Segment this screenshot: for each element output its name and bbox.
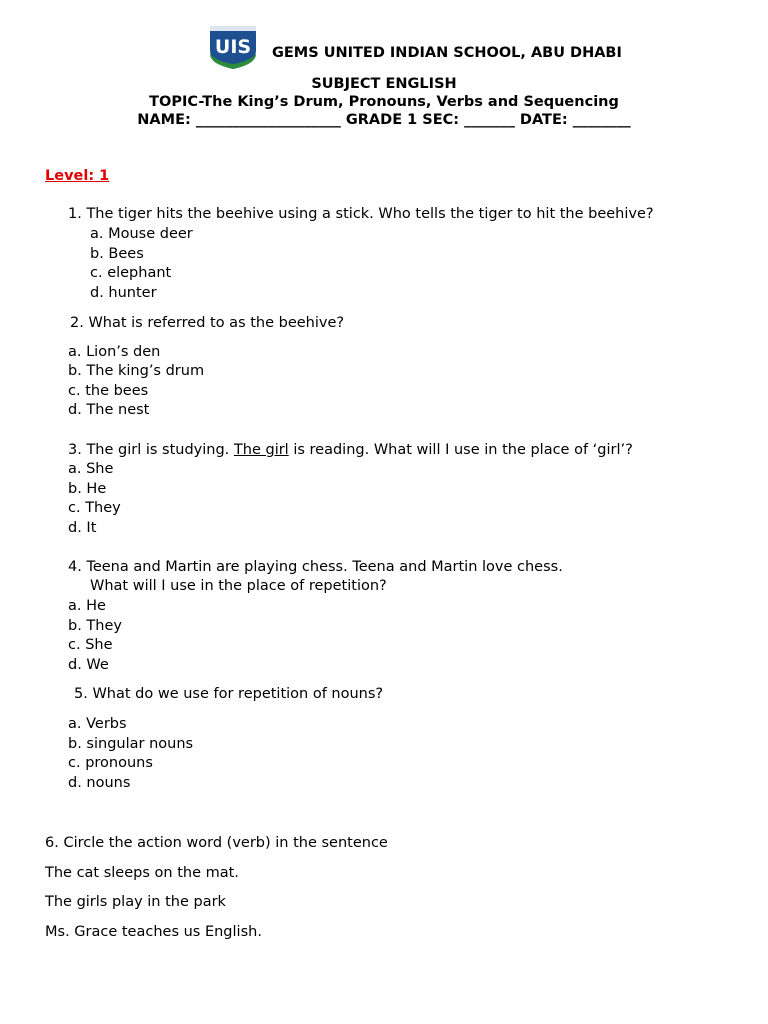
question-6: 6. Circle the action word (verb) in the sentence: [45, 835, 388, 851]
q3-option-a: a. She: [68, 461, 114, 477]
question-2: 2. What is referred to as the beehive?: [70, 315, 345, 331]
question-4: 4. Teena and Martin are playing chess. Teena and Martin love chess.: [68, 559, 563, 575]
q2-option-c: c. the bees: [68, 383, 149, 399]
q5-option-c: c. pronouns: [68, 755, 153, 771]
q1-option-a: a. Mouse deer: [90, 226, 193, 242]
topic-title: TOPIC-The King’s Drum, Pronouns, Verbs and Sequencing: [149, 94, 619, 110]
q3-option-c: c. They: [68, 500, 121, 516]
student-info-line: NAME: ____________________ GRADE 1 SEC: _______ DATE: ________: [137, 112, 631, 128]
q2-option-a: a. Lion’s den: [68, 344, 161, 360]
q3-option-b: b. He: [68, 481, 107, 497]
q4-option-d: d. We: [68, 657, 109, 673]
q5-option-a: a. Verbs: [68, 716, 127, 732]
q1-option-b: b. Bees: [90, 246, 144, 262]
logo-text: UIS: [214, 36, 252, 58]
q3-suffix: is reading. What will I use in the place of ‘girl’?: [288, 442, 633, 458]
q2-option-d: d. The nest: [68, 402, 150, 418]
q4-option-a: a. He: [68, 598, 106, 614]
q1-option-c: c. elephant: [90, 265, 172, 281]
level-heading: Level: 1: [45, 168, 110, 184]
q3-underlined-text: The girl: [233, 442, 289, 458]
q4-option-c: c. She: [68, 637, 113, 653]
q6-sentence-1: The cat sleeps on the mat.: [45, 865, 239, 881]
school-name: GEMS UNITED INDIAN SCHOOL, ABU DHABI: [272, 45, 622, 61]
q4-option-b: b. They: [68, 618, 122, 634]
question-1: 1. The tiger hits the beehive using a stick. Who tells the tiger to hit the beehive?: [68, 206, 654, 222]
q5-option-d: d. nouns: [68, 775, 131, 791]
q6-sentence-2: The girls play in the park: [45, 894, 226, 910]
q1-option-d: d. hunter: [90, 285, 157, 301]
q2-option-b: b. The king’s drum: [68, 363, 205, 379]
q5-option-b: b. singular nouns: [68, 736, 194, 752]
question-3: [68, 440, 633, 460]
q3-prefix: 3. The girl is studying.: [68, 442, 234, 458]
q3-option-d: d. It: [68, 520, 97, 536]
q6-sentence-3: Ms. Grace teaches us English.: [45, 924, 262, 940]
question-5: 5. What do we use for repetition of nouns?: [74, 686, 384, 702]
school-logo: [208, 24, 258, 70]
question-4-line-2: What will I use in the place of repetition?: [90, 578, 387, 594]
subject-title: SUBJECT ENGLISH: [311, 76, 457, 92]
